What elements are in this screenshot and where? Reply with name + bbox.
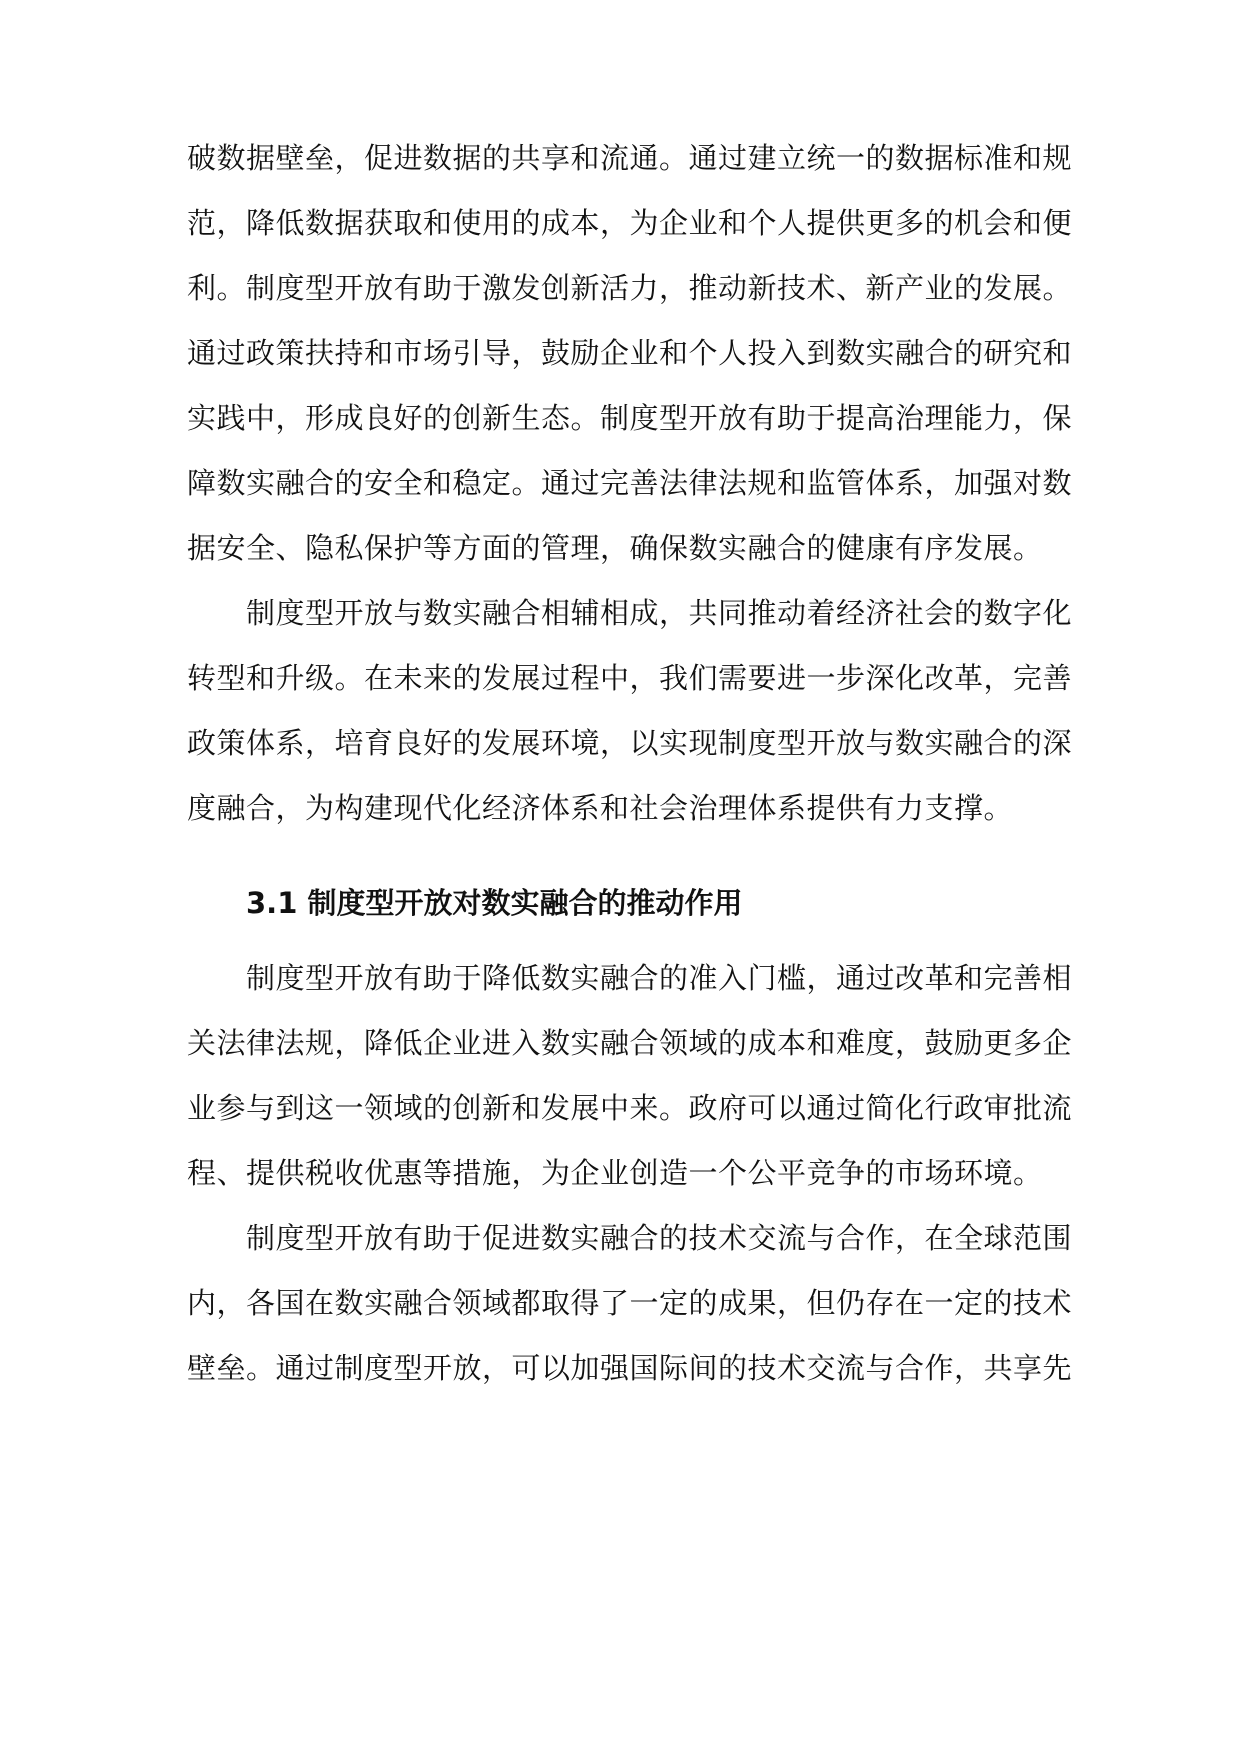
text-line: 程、提供税收优惠等措施，为企业创造一个公平竞争的市场环境。 bbox=[187, 1156, 1043, 1190]
text-line: 障数实融合的安全和稳定。通过完善法律法规和监管体系，加强对数 bbox=[187, 466, 1073, 500]
text-line: 制度型开放有助于降低数实融合的准入门槛，通过改革和完善相 bbox=[187, 961, 1073, 995]
text-line: 转型和升级。在未来的发展过程中，我们需要进一步深化改革，完善 bbox=[187, 661, 1073, 695]
section-heading: 3.1 制度型开放对数实融合的推动作用 bbox=[246, 886, 743, 920]
text-line: 内，各国在数实融合领域都取得了一定的成果，但仍存在一定的技术 bbox=[187, 1286, 1073, 1320]
text-line: 范，降低数据获取和使用的成本，为企业和个人提供更多的机会和便 bbox=[187, 206, 1073, 240]
text-line: 破数据壁垒，促进数据的共享和流通。通过建立统一的数据标准和规 bbox=[187, 141, 1073, 175]
text-line: 度融合，为构建现代化经济体系和社会治理体系提供有力支撑。 bbox=[187, 791, 1014, 825]
text-line: 业参与到这一领域的创新和发展中来。政府可以通过简化行政审批流 bbox=[187, 1091, 1073, 1125]
text-line: 利。制度型开放有助于激发创新活力，推动新技术、新产业的发展。 bbox=[187, 271, 1073, 305]
text-line: 据安全、隐私保护等方面的管理，确保数实融合的健康有序发展。 bbox=[187, 531, 1043, 565]
text-line: 壁垒。通过制度型开放，可以加强国际间的技术交流与合作，共享先 bbox=[187, 1351, 1073, 1385]
text-line: 通过政策扶持和市场引导，鼓励企业和个人投入到数实融合的研究和 bbox=[187, 336, 1073, 370]
text-line: 制度型开放与数实融合相辅相成，共同推动着经济社会的数字化 bbox=[187, 596, 1073, 630]
text-line: 关法律法规，降低企业进入数实融合领域的成本和难度，鼓励更多企 bbox=[187, 1026, 1073, 1060]
text-line: 政策体系，培育良好的发展环境，以实现制度型开放与数实融合的深 bbox=[187, 726, 1073, 760]
text-line: 制度型开放有助于促进数实融合的技术交流与合作，在全球范围 bbox=[187, 1221, 1073, 1255]
text-line: 实践中，形成良好的创新生态。制度型开放有助于提高治理能力，保 bbox=[187, 401, 1073, 435]
